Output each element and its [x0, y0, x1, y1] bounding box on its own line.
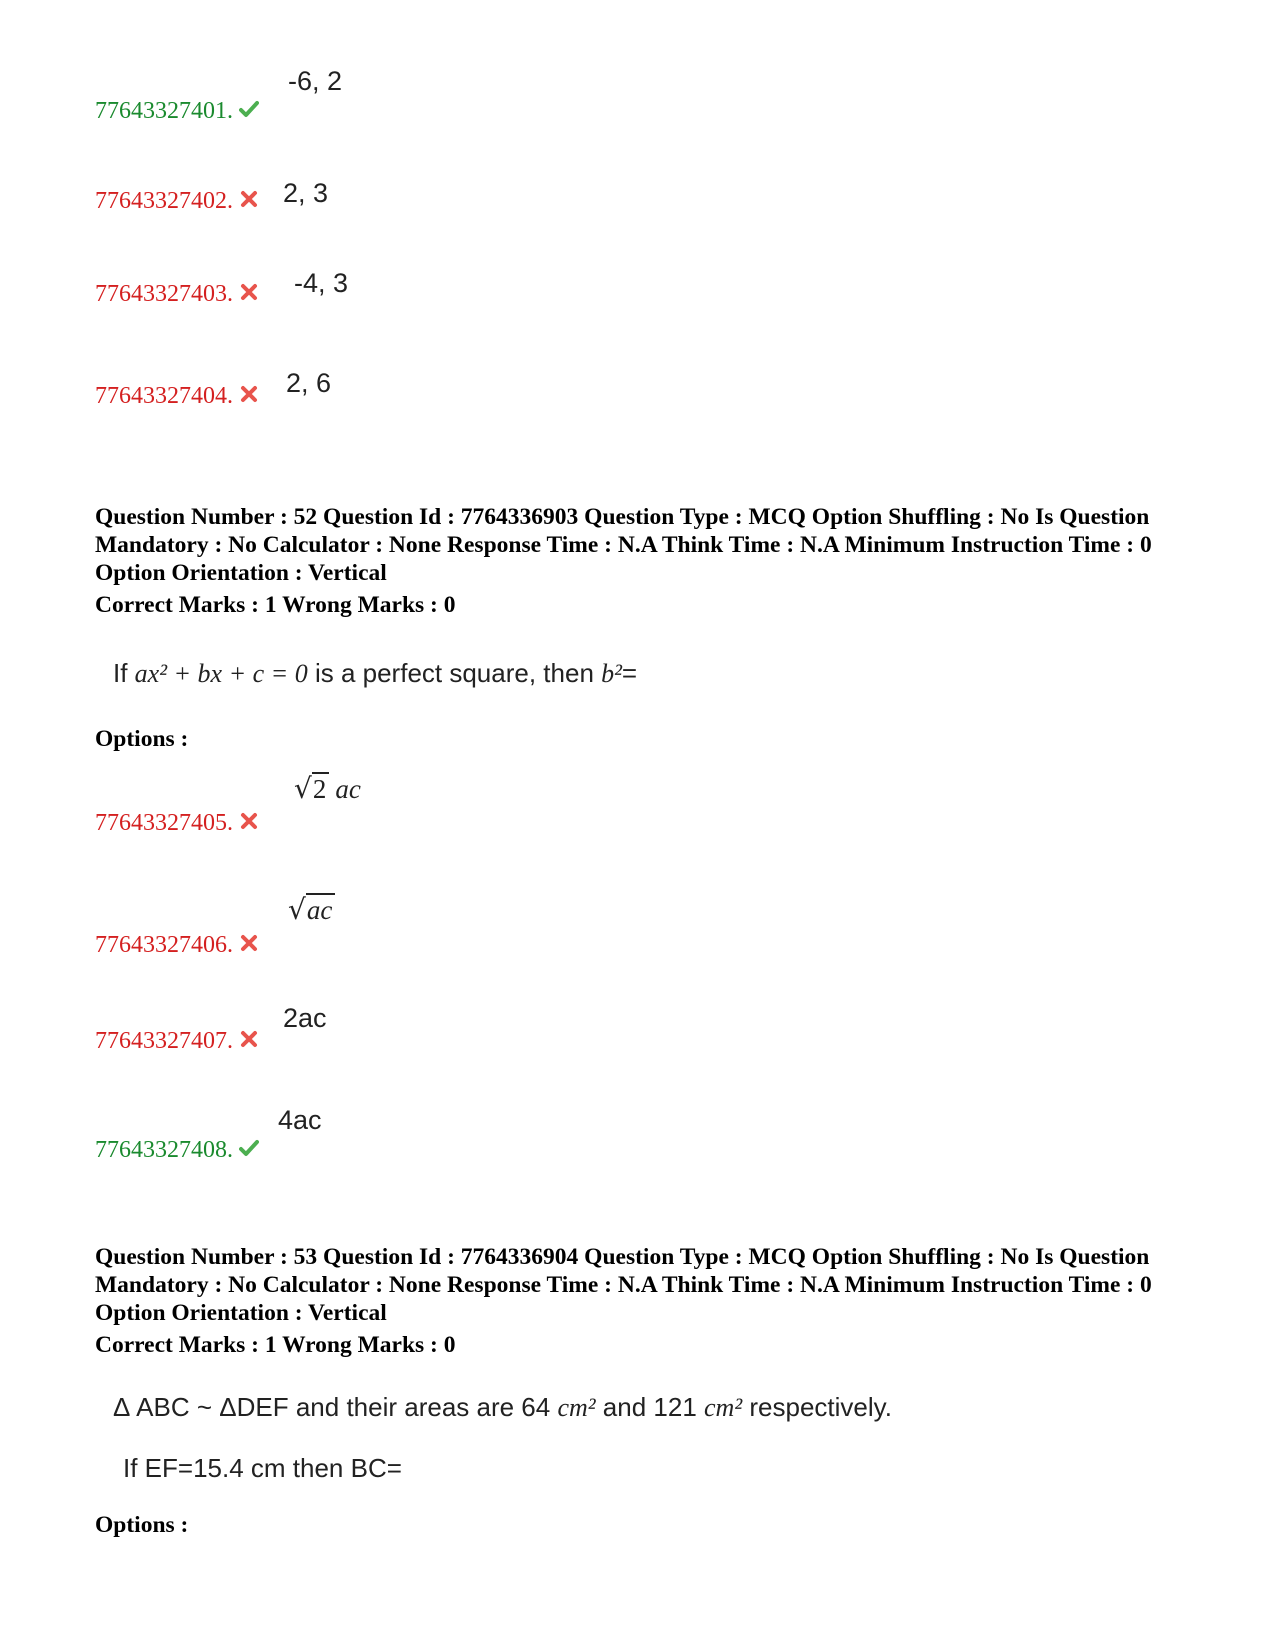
question-marks: Correct Marks : 1 Wrong Marks : 0: [95, 1332, 456, 1358]
check-icon: [239, 99, 259, 119]
option-value: -4, 3: [294, 268, 349, 298]
option-id: 77643327401.: [95, 98, 259, 125]
option-value: 2ac: [283, 1003, 327, 1033]
cross-icon: [239, 282, 259, 302]
cross-icon: [239, 1029, 259, 1049]
question-meta: Question Number : 53 Question Id : 7764336904 Question Type : MCQ Option Shuffling : No Is Question Mandatory : No Calculator : None Response Time : N.A Think Time : N.A Minimum Instruction Time : 0 Option Orientation : Vertical: [95, 1244, 1152, 1326]
options-label: Options :: [95, 1512, 189, 1538]
option-id: 77643327406.: [95, 932, 259, 959]
cross-icon: [239, 189, 259, 209]
question-text-line2: If EF=15.4 cm then BC=: [123, 1453, 402, 1483]
option-id: 77643327404.: [95, 383, 259, 410]
option-value: √2 ac: [294, 772, 361, 805]
cross-icon: [239, 933, 259, 953]
options-label: Options :: [95, 726, 189, 752]
option-id: 77643327407.: [95, 1028, 259, 1055]
option-value: 4ac: [278, 1105, 322, 1135]
question-marks: Correct Marks : 1 Wrong Marks : 0: [95, 592, 456, 618]
check-icon: [239, 1138, 259, 1158]
option-id: 77643327402.: [95, 188, 259, 215]
question-meta: Question Number : 52 Question Id : 7764336903 Question Type : MCQ Option Shuffling : No Is Question Mandatory : No Calculator : None Response Time : N.A Think Time : N.A Minimum Instruction Time : 0 Option Orientation : Vertical: [95, 504, 1152, 586]
option-id: 77643327405.: [95, 810, 259, 837]
question-text: Δ ABC ~ ΔDEF and their areas are 64 cm² and 121 cm² respectively.: [113, 1392, 892, 1422]
option-value: 2, 3: [283, 178, 329, 208]
option-id: 77643327408.: [95, 1137, 259, 1164]
question-text: If ax² + bx + c = 0 is a perfect square, then b²=: [113, 658, 638, 688]
option-value: 2, 6: [286, 368, 332, 398]
option-id: 77643327403.: [95, 281, 259, 308]
cross-icon: [239, 811, 259, 831]
option-value: √ac: [288, 893, 335, 926]
option-value: -6, 2: [288, 66, 343, 96]
cross-icon: [239, 384, 259, 404]
